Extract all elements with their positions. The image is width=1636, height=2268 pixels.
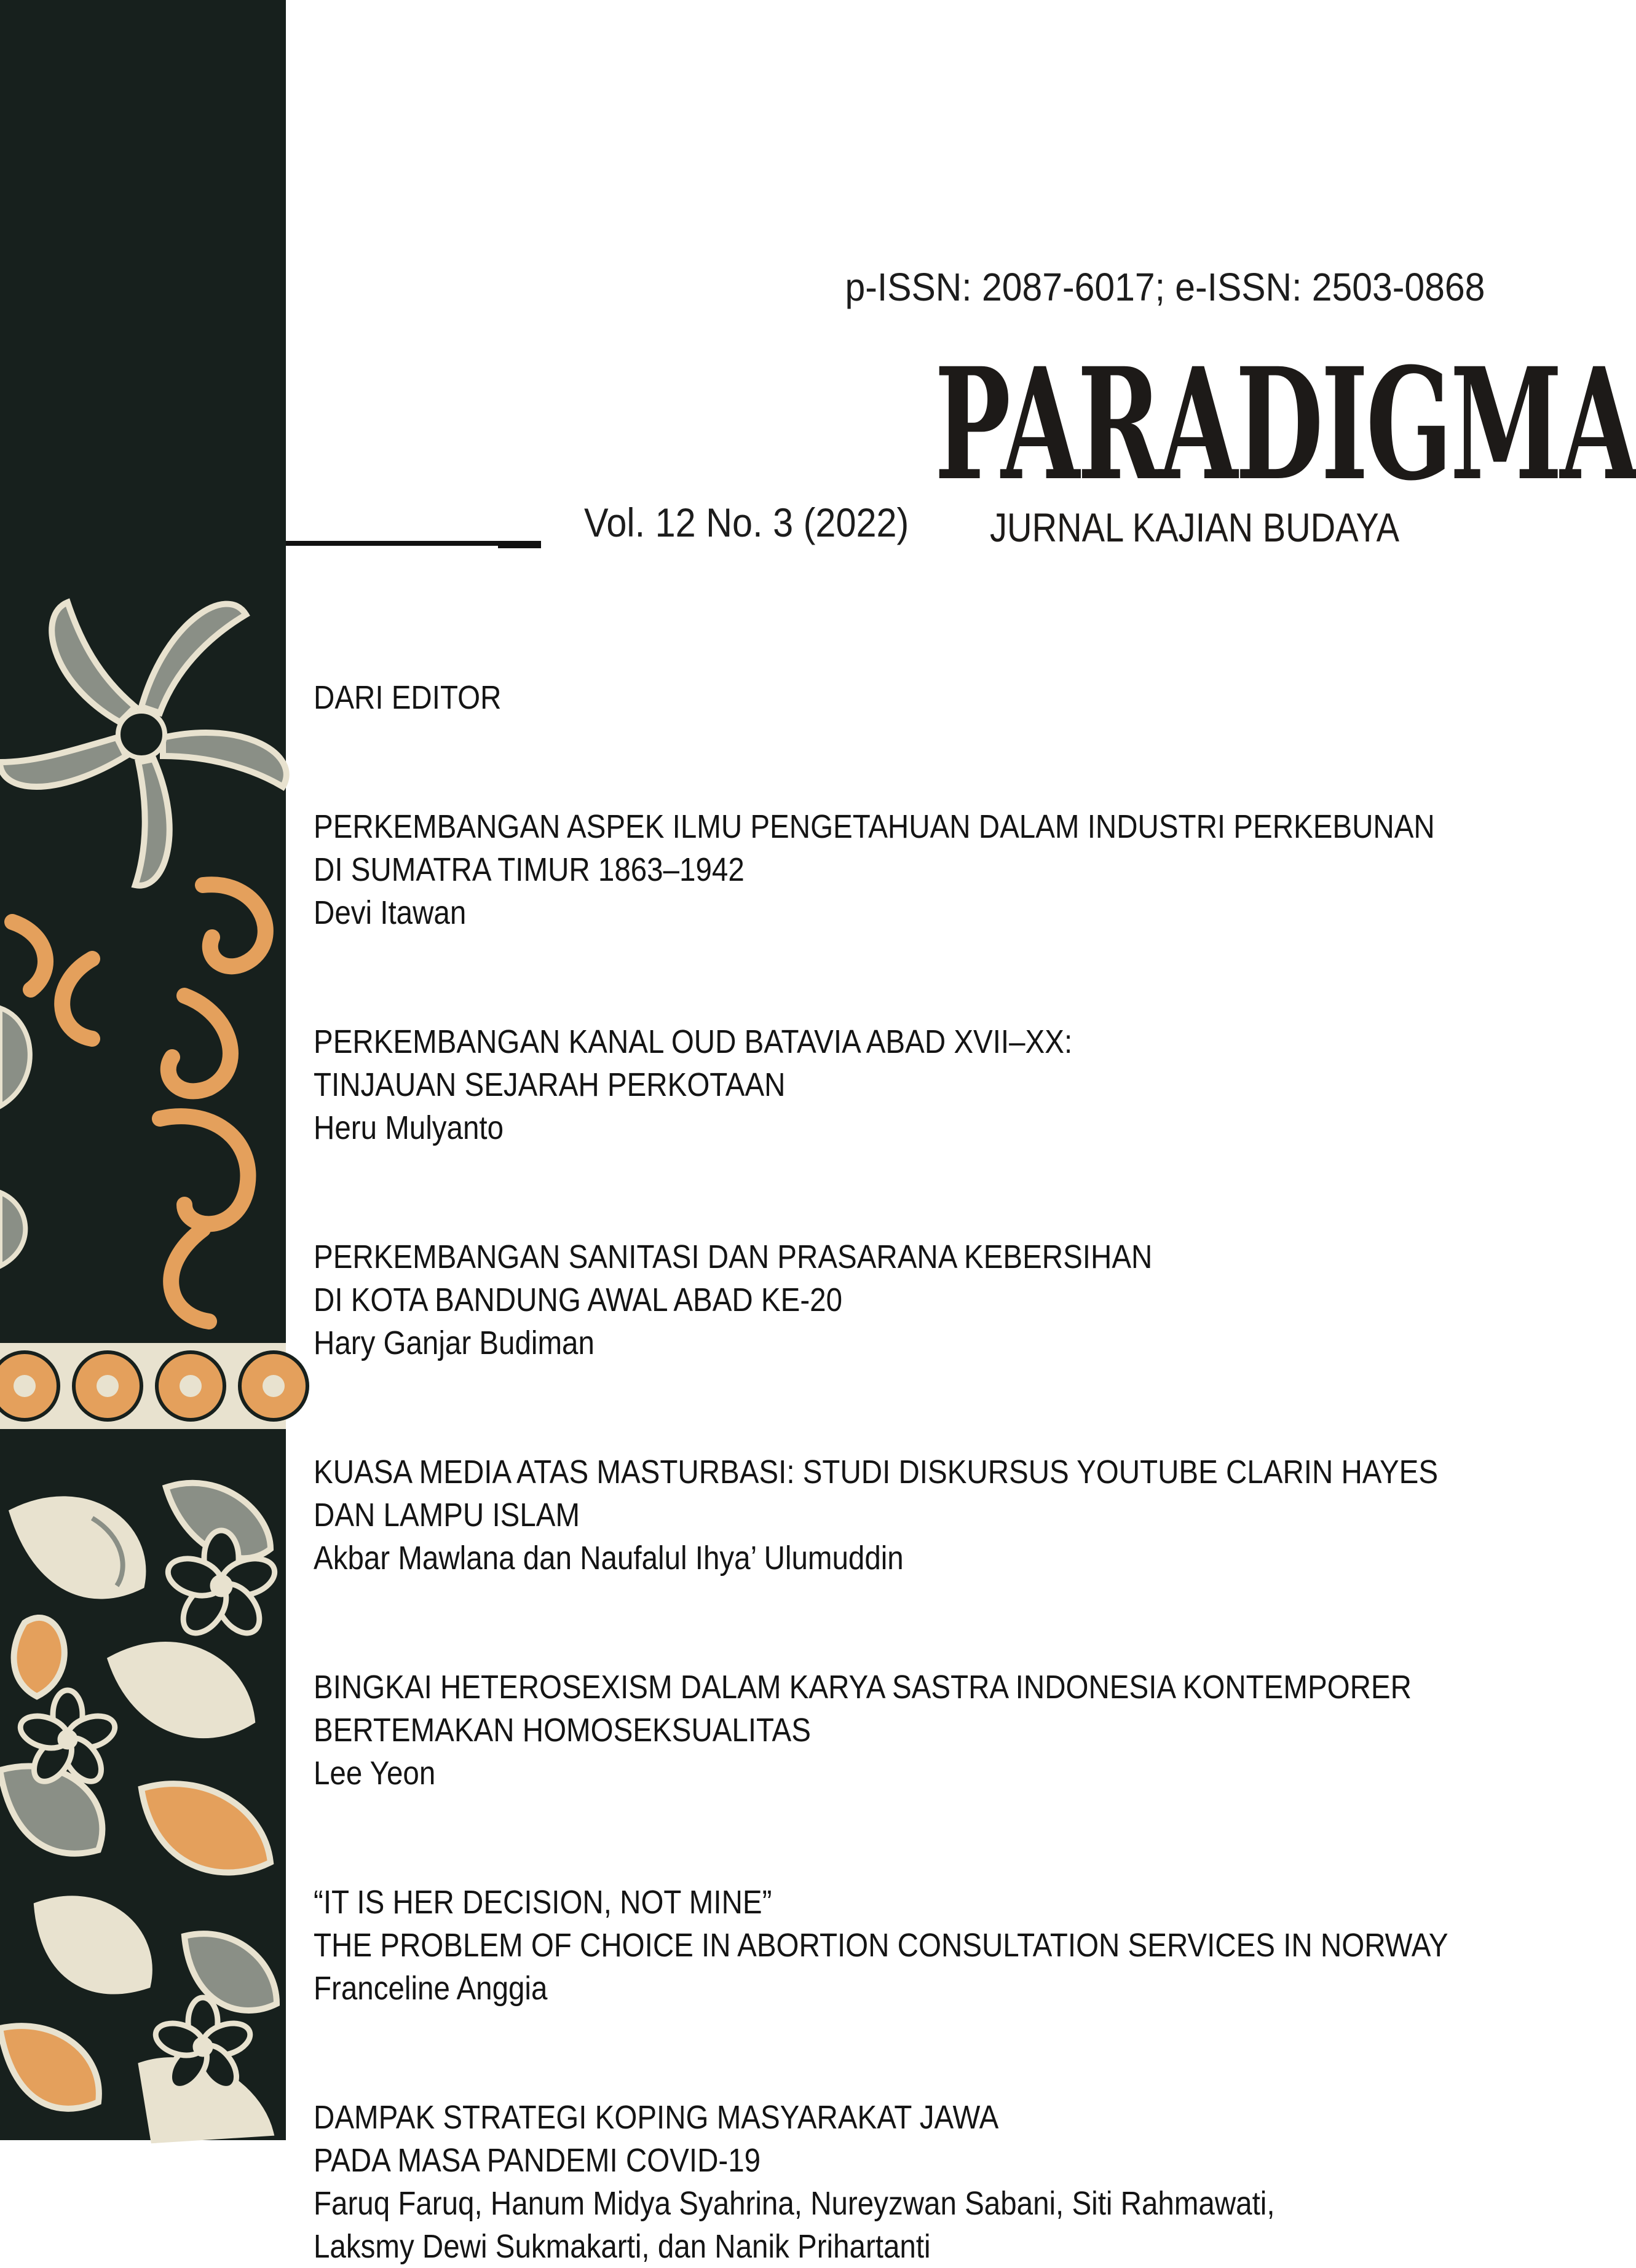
batik-side-panel bbox=[0, 0, 286, 2140]
article-title-line: DI KOTA BANDUNG AWAL ABAD KE-20 bbox=[314, 1282, 843, 1318]
table-of-contents bbox=[314, 676, 1482, 2268]
article-entry bbox=[314, 1235, 1482, 1364]
grey-leaf-motif bbox=[0, 1008, 30, 1266]
article-title-line: PERKEMBANGAN SANITASI DAN PRASARANA KEBERSIHAN bbox=[314, 1238, 1153, 1275]
article-authors: Devi Itawan bbox=[314, 894, 467, 931]
article-title-line: TINJAUAN SEJARAH PERKOTAAN bbox=[314, 1066, 786, 1103]
article-entry bbox=[314, 1451, 1482, 1580]
article-authors: Laksmy Dewi Sukmakarti, dan Nanik Prihartanti bbox=[314, 2228, 931, 2265]
article-title-line: BINGKAI HETEROSEXISM DALAM KARYA SASTRA INDONESIA KONTEMPORER bbox=[314, 1669, 1412, 1706]
article-title-line: DI SUMATRA TIMUR 1863–1942 bbox=[314, 851, 745, 888]
article-authors: Faruq Faruq, Hanum Midya Syahrina, Nureyzwan Sabani, Siti Rahmawati, bbox=[314, 2185, 1275, 2222]
issn-number: p-ISSN: 2087-6017; e-ISSN: 2503-0868 bbox=[845, 265, 1485, 309]
article-title-line: DAMPAK STRATEGI KOPING MASYARAKAT JAWA bbox=[314, 2099, 999, 2136]
article-authors: Lee Yeon bbox=[314, 1755, 436, 1792]
rosette-band-motif bbox=[0, 1340, 307, 1432]
article-authors: Franceline Anggia bbox=[314, 1970, 548, 2007]
article-entry bbox=[314, 1020, 1482, 1149]
article-title-line: THE PROBLEM OF CHOICE IN ABORTION CONSULTATION SERVICES IN NORWAY bbox=[314, 1927, 1448, 1964]
article-authors: Heru Mulyanto bbox=[314, 1109, 504, 1146]
article-authors: Akbar Mawlana dan Naufalul Ihya’ Ulumuddin bbox=[314, 1540, 904, 1577]
article-title-line: KUASA MEDIA ATAS MASTURBASI: STUDI DISKURSUS YOUTUBE CLARIN HAYES bbox=[314, 1454, 1439, 1490]
article-title-line: PERKEMBANGAN ASPEK ILMU PENGETAHUAN DALAM INDUSTRI PERKEBUNAN bbox=[314, 808, 1435, 845]
article-title-line: PADA MASA PANDEMI COVID-19 bbox=[314, 2142, 761, 2179]
article-title-line: DAN LAMPU ISLAM bbox=[314, 1497, 580, 1534]
article-title-line: “IT IS HER DECISION, NOT MINE” bbox=[314, 1884, 772, 1921]
article-title-line: BERTEMAKAN HOMOSEKSUALITAS bbox=[314, 1712, 811, 1749]
article-entry bbox=[314, 1666, 1482, 1795]
batik-motif-illustration bbox=[0, 0, 286, 2140]
editor-note-heading: DARI EDITOR bbox=[314, 679, 502, 716]
journal-subtitle: JURNAL KAJIAN BUDAYA bbox=[990, 505, 1400, 550]
orange-scroll-motif bbox=[12, 884, 266, 1321]
journal-masthead bbox=[935, 334, 1636, 550]
article-title-line: PERKEMBANGAN KANAL OUD BATAVIA ABAD XVII–XX: bbox=[314, 1023, 1073, 1060]
article-entry bbox=[314, 2096, 1482, 2268]
journal-title: PARADIGMA bbox=[935, 334, 1636, 514]
volume-issue: Vol. 12 No. 3 (2022) bbox=[584, 500, 909, 545]
article-entry bbox=[314, 1881, 1482, 2010]
article-authors: Hary Ganjar Budiman bbox=[314, 1325, 595, 1361]
article-entry bbox=[314, 805, 1482, 934]
star-flower-motif bbox=[0, 602, 286, 886]
header-rule bbox=[286, 541, 541, 546]
